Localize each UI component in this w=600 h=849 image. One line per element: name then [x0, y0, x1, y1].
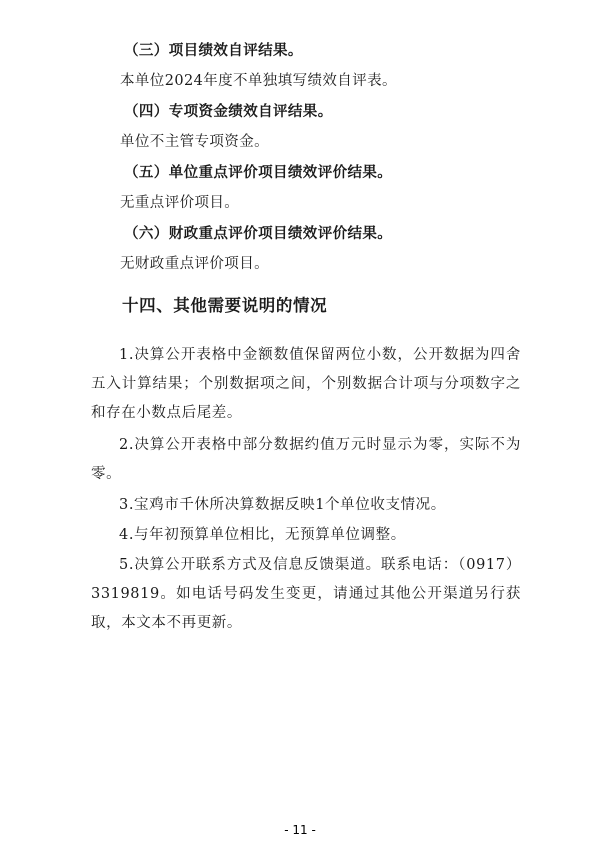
note-5: 5.决算公开联系方式及信息反馈渠道。联系电话：（0917）3319819。如电话号码发生变更，请通过其他公开渠道另行获取，本文本不再更新。	[91, 557, 521, 631]
note-4: 4.与年初预算单位相比，无预算单位调整。	[119, 527, 406, 543]
section-4-body: 单位不主管专项资金。	[120, 134, 269, 150]
note-2: 2.决算公开表格中部分数据约值万元时显示为零，实际不为零。	[91, 437, 521, 482]
section-6-title: （六）财政重点评价项目绩效评价结果。	[124, 225, 393, 242]
chapter-heading: 十四、其他需要说明的情况	[122, 296, 328, 315]
section-3-title: （三）项目绩效自评结果。	[124, 42, 303, 59]
note-1: 1.决算公开表格中金额数值保留两位小数，公开数据为四舍五入计算结果；个别数据项之间，个别数据合计项与分项数字之和存在小数点后尾差。	[91, 347, 521, 421]
section-5-title: （五）单位重点评价项目绩效评价结果。	[124, 164, 393, 181]
section-4-title: （四）专项资金绩效自评结果。	[124, 103, 333, 120]
section-5-body: 无重点评价项目。	[120, 195, 240, 211]
section-3-body: 本单位2024年度不单独填写绩效自评表。	[120, 73, 397, 89]
section-6-body: 无财政重点评价项目。	[120, 256, 269, 272]
note-3: 3.宝鸡市千休所决算数据反映1个单位收支情况。	[119, 497, 446, 513]
page-number: - 11 -	[284, 823, 316, 837]
